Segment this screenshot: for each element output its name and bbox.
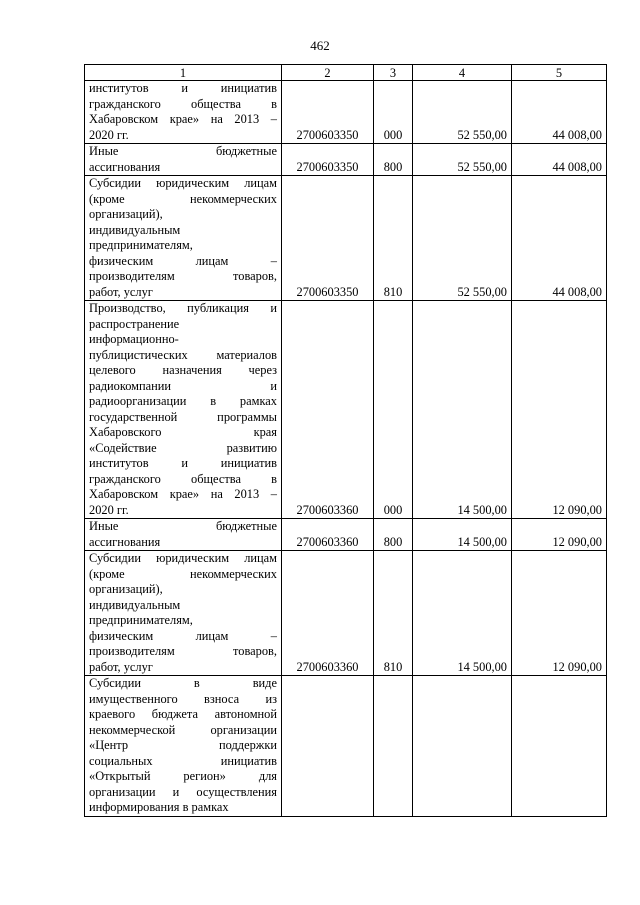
description-line: организаций), (89, 582, 163, 596)
description-line: информационно- (89, 332, 179, 346)
row-expense-kind (374, 676, 413, 817)
row-description (85, 81, 282, 144)
row-description (85, 676, 282, 817)
table-row (85, 176, 607, 301)
row-expense-kind: 000 (374, 301, 413, 519)
header-col-5: 5 (512, 65, 607, 81)
description-line: «Содействие развитию (89, 440, 277, 455)
row-amount-plan: 14 500,00 (413, 301, 512, 519)
row-expense-kind: 800 (374, 144, 413, 176)
page-number: 462 (310, 38, 330, 53)
description-line: организаций), (89, 207, 163, 221)
description-line: имущественного взноса из (89, 691, 277, 706)
budget-table (84, 64, 607, 817)
description-line: институтов и инициатив (89, 456, 277, 470)
table-row (85, 519, 607, 551)
row-amount-actual (512, 676, 607, 817)
row-target-code: 2700603360 (282, 519, 374, 551)
description-line: радиоорганизации в рамках (89, 394, 277, 408)
row-amount-actual: 12 090,00 (512, 519, 607, 551)
description-line: производителям товаров, (89, 644, 277, 658)
description-line: 2020 гг. (89, 502, 129, 517)
row-target-code: 2700603350 (282, 176, 374, 301)
table-body (85, 81, 607, 817)
description-line: краевого бюджета автономной (89, 707, 277, 721)
row-target-code: 2700603360 (282, 301, 374, 519)
row-description (85, 551, 282, 676)
row-target-code (282, 676, 374, 817)
description-line: (кроме некоммерческих (89, 566, 277, 581)
description-line: Субсидии юридическим лицам (89, 176, 277, 190)
description-line: предпринимателям, (89, 238, 193, 252)
row-amount-actual: 12 090,00 (512, 301, 607, 519)
row-target-code: 2700603360 (282, 551, 374, 676)
row-amount-actual: 12 090,00 (512, 551, 607, 676)
description-line: работ, услуг (89, 284, 153, 299)
description-line: производителям товаров, (89, 269, 277, 283)
description-line: «Открытый регион» для (89, 769, 277, 783)
row-amount-actual: 44 008,00 (512, 144, 607, 176)
table-row (85, 676, 607, 817)
row-description (85, 301, 282, 519)
description-line: индивидуальным (89, 222, 181, 237)
description-line: Хабаровского края (89, 425, 277, 439)
row-expense-kind: 800 (374, 519, 413, 551)
description-line: некоммерческой организации (89, 722, 277, 737)
description-line: Хабаровском крае» на 2013 – (89, 112, 277, 126)
table-row (85, 144, 607, 176)
description-line: гражданского общества в (89, 96, 277, 111)
row-description (85, 176, 282, 301)
row-amount-plan: 52 550,00 (413, 81, 512, 144)
row-description (85, 144, 282, 176)
row-expense-kind: 810 (374, 551, 413, 676)
row-amount-actual: 44 008,00 (512, 81, 607, 144)
table-row (85, 551, 607, 676)
description-line: индивидуальным (89, 597, 181, 612)
description-line: публицистических материалов (89, 347, 277, 362)
description-line: гражданского общества в (89, 471, 277, 486)
row-amount-actual: 44 008,00 (512, 176, 607, 301)
description-line: (кроме некоммерческих (89, 191, 277, 206)
description-line: Хабаровском крае» на 2013 – (89, 487, 277, 501)
description-line: ассигнования (89, 534, 161, 549)
header-col-2: 2 (282, 65, 374, 81)
description-line: Иные бюджетные (89, 519, 277, 533)
row-amount-plan: 14 500,00 (413, 519, 512, 551)
row-amount-plan (413, 676, 512, 817)
row-target-code: 2700603350 (282, 81, 374, 144)
description-line: распространение (89, 316, 180, 331)
header-col-1: 1 (85, 65, 282, 81)
table-row (85, 301, 607, 519)
description-line: целевого назначения через (89, 363, 277, 377)
description-line: институтов и инициатив (89, 81, 277, 95)
row-expense-kind: 810 (374, 176, 413, 301)
description-line: «Центр поддержки (89, 738, 277, 752)
row-expense-kind: 000 (374, 81, 413, 144)
description-line: информирования в рамках (89, 800, 229, 814)
description-line: Субсидии юридическим лицам (89, 551, 277, 565)
header-row (85, 65, 607, 81)
row-target-code: 2700603350 (282, 144, 374, 176)
description-line: Иные бюджетные (89, 144, 277, 158)
row-amount-plan: 14 500,00 (413, 551, 512, 676)
description-line: предпринимателям, (89, 613, 193, 627)
header-col-3: 3 (374, 65, 413, 81)
description-line: государственной программы (89, 409, 277, 424)
description-line: радиокомпании и (89, 378, 277, 393)
header-col-4: 4 (413, 65, 512, 81)
row-amount-plan: 52 550,00 (413, 176, 512, 301)
description-line: ассигнования (89, 159, 161, 174)
description-line: Производство, публикация и (89, 301, 277, 315)
description-line: физическим лицам – (89, 628, 277, 643)
description-line: 2020 гг. (89, 127, 129, 142)
description-line: Субсидии в виде (89, 676, 277, 690)
description-line: организации и осуществления (89, 784, 277, 799)
description-line: работ, услуг (89, 659, 153, 674)
row-amount-plan: 52 550,00 (413, 144, 512, 176)
description-line: физическим лицам – (89, 253, 277, 268)
table-row (85, 81, 607, 144)
row-description (85, 519, 282, 551)
description-line: социальных инициатив (89, 753, 277, 768)
